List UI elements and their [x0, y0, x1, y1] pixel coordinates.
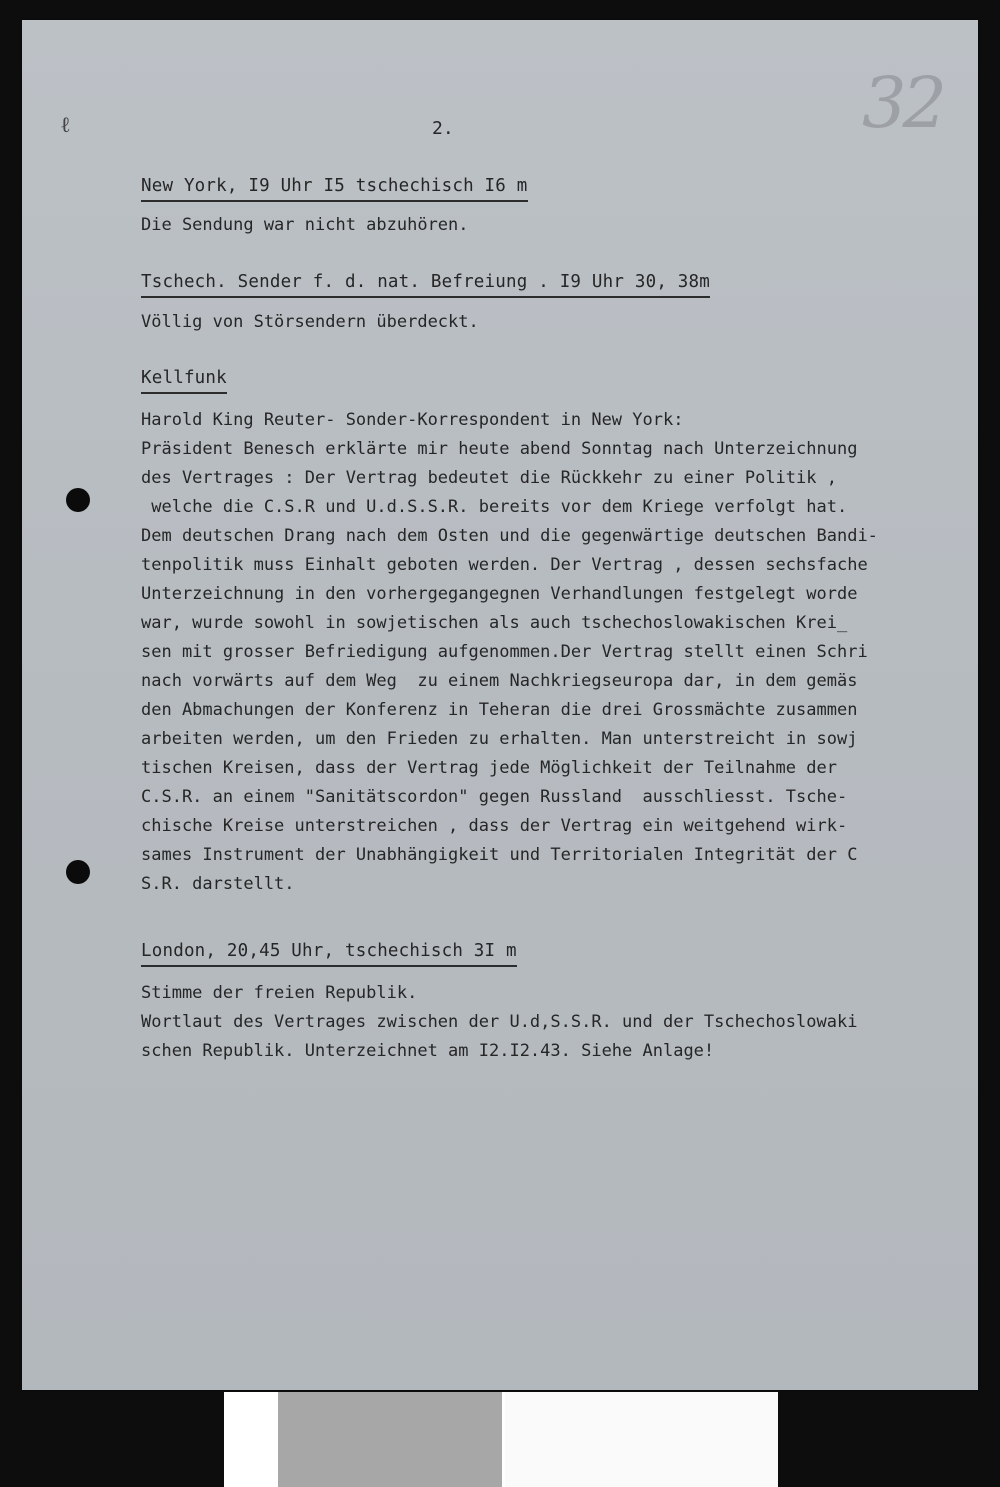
text-line: C.S.R. an einem "Sanitätscordon" gegen Russland ausschliesst. Tsche- — [141, 787, 848, 807]
text-line: sen mit grosser Befriedigung aufgenommen.Der Vertrag stellt einen Schri — [141, 642, 868, 662]
text-line: arbeiten werden, um den Frieden zu erhalten. Man unterstreicht in sowj — [141, 729, 858, 749]
punch-hole-top — [66, 488, 90, 512]
text-line: war, wurde sowohl in sowjetischen als auch tschechoslowakischen Krei_ — [141, 613, 848, 633]
text-line: den Abmachungen der Konferenz in Teheran die drei Grossmächte zusammen — [141, 700, 858, 720]
section-body-kellfunk — [141, 406, 878, 899]
gray-calibration-card — [278, 1392, 502, 1487]
punch-hole-bottom — [66, 860, 90, 884]
pencil-page-number: 32 — [862, 62, 944, 144]
section-heading-london: London, 20,45 Uhr, tschechisch 3I m — [141, 941, 517, 967]
text-line: des Vertrages : Der Vertrag bedeutet die Rückkehr zu einer Politik , — [141, 468, 837, 488]
section-heading-kellfunk: Kellfunk — [141, 368, 227, 394]
text-line: schen Republik. Unterzeichnet am I2.I2.43. Siehe Anlage! — [141, 1041, 715, 1061]
text-line: tischen Kreisen, dass der Vertrag jede Möglichkeit der Teilnahme der — [141, 758, 837, 778]
text-line: S.R. darstellt. — [141, 874, 295, 894]
text-line: Stimme der freien Republik. — [141, 983, 418, 1003]
text-line: sames Instrument der Unabhängigkeit und Territorialen Integrität der C — [141, 845, 858, 865]
white-calibration-card — [505, 1392, 778, 1487]
text-line: Die Sendung war nicht abzuhören. — [141, 215, 469, 235]
text-line: Unterzeichnung in den vorhergegangegnen Verhandlungen festgelegt worde — [141, 584, 858, 604]
text-line: tenpolitik muss Einhalt geboten werden. Der Vertrag , dessen sechsfache — [141, 555, 868, 575]
section-body-tschech-sender — [141, 308, 479, 337]
text-line: Völlig von Störsendern überdeckt. — [141, 312, 479, 332]
text-line: Dem deutschen Drang nach dem Osten und die gegenwärtige deutschen Bandi- — [141, 526, 878, 546]
text-line: chische Kreise unterstreichen , dass der Vertrag ein weitgehend wirk- — [141, 816, 848, 836]
page-number: 2. — [432, 118, 454, 139]
text-line: Präsident Benesch erklärte mir heute abend Sonntag nach Unterzeichnung — [141, 439, 858, 459]
section-body-london — [141, 979, 857, 1066]
section-heading-new-york: New York, I9 Uhr I5 tschechisch I6 m — [141, 176, 528, 202]
section-heading-tschech-sender: Tschech. Sender f. d. nat. Befreiung . I9 Uhr 30, 38m — [141, 272, 710, 298]
text-line: Harold King Reuter- Sonder-Korrespondent in New York: — [141, 410, 684, 430]
section-body-new-york — [141, 211, 469, 240]
text-line: Wortlaut des Vertrages zwischen der U.d,S.S.R. und der Tschechoslowaki — [141, 1012, 858, 1032]
margin-mark: ℓ — [60, 113, 71, 138]
text-line: welche die C.S.R und U.d.S.S.R. bereits vor dem Kriege verfolgt hat. — [141, 497, 848, 517]
text-line: nach vorwärts auf dem Weg zu einem Nachkriegseuropa dar, in dem gemäs — [141, 671, 858, 691]
